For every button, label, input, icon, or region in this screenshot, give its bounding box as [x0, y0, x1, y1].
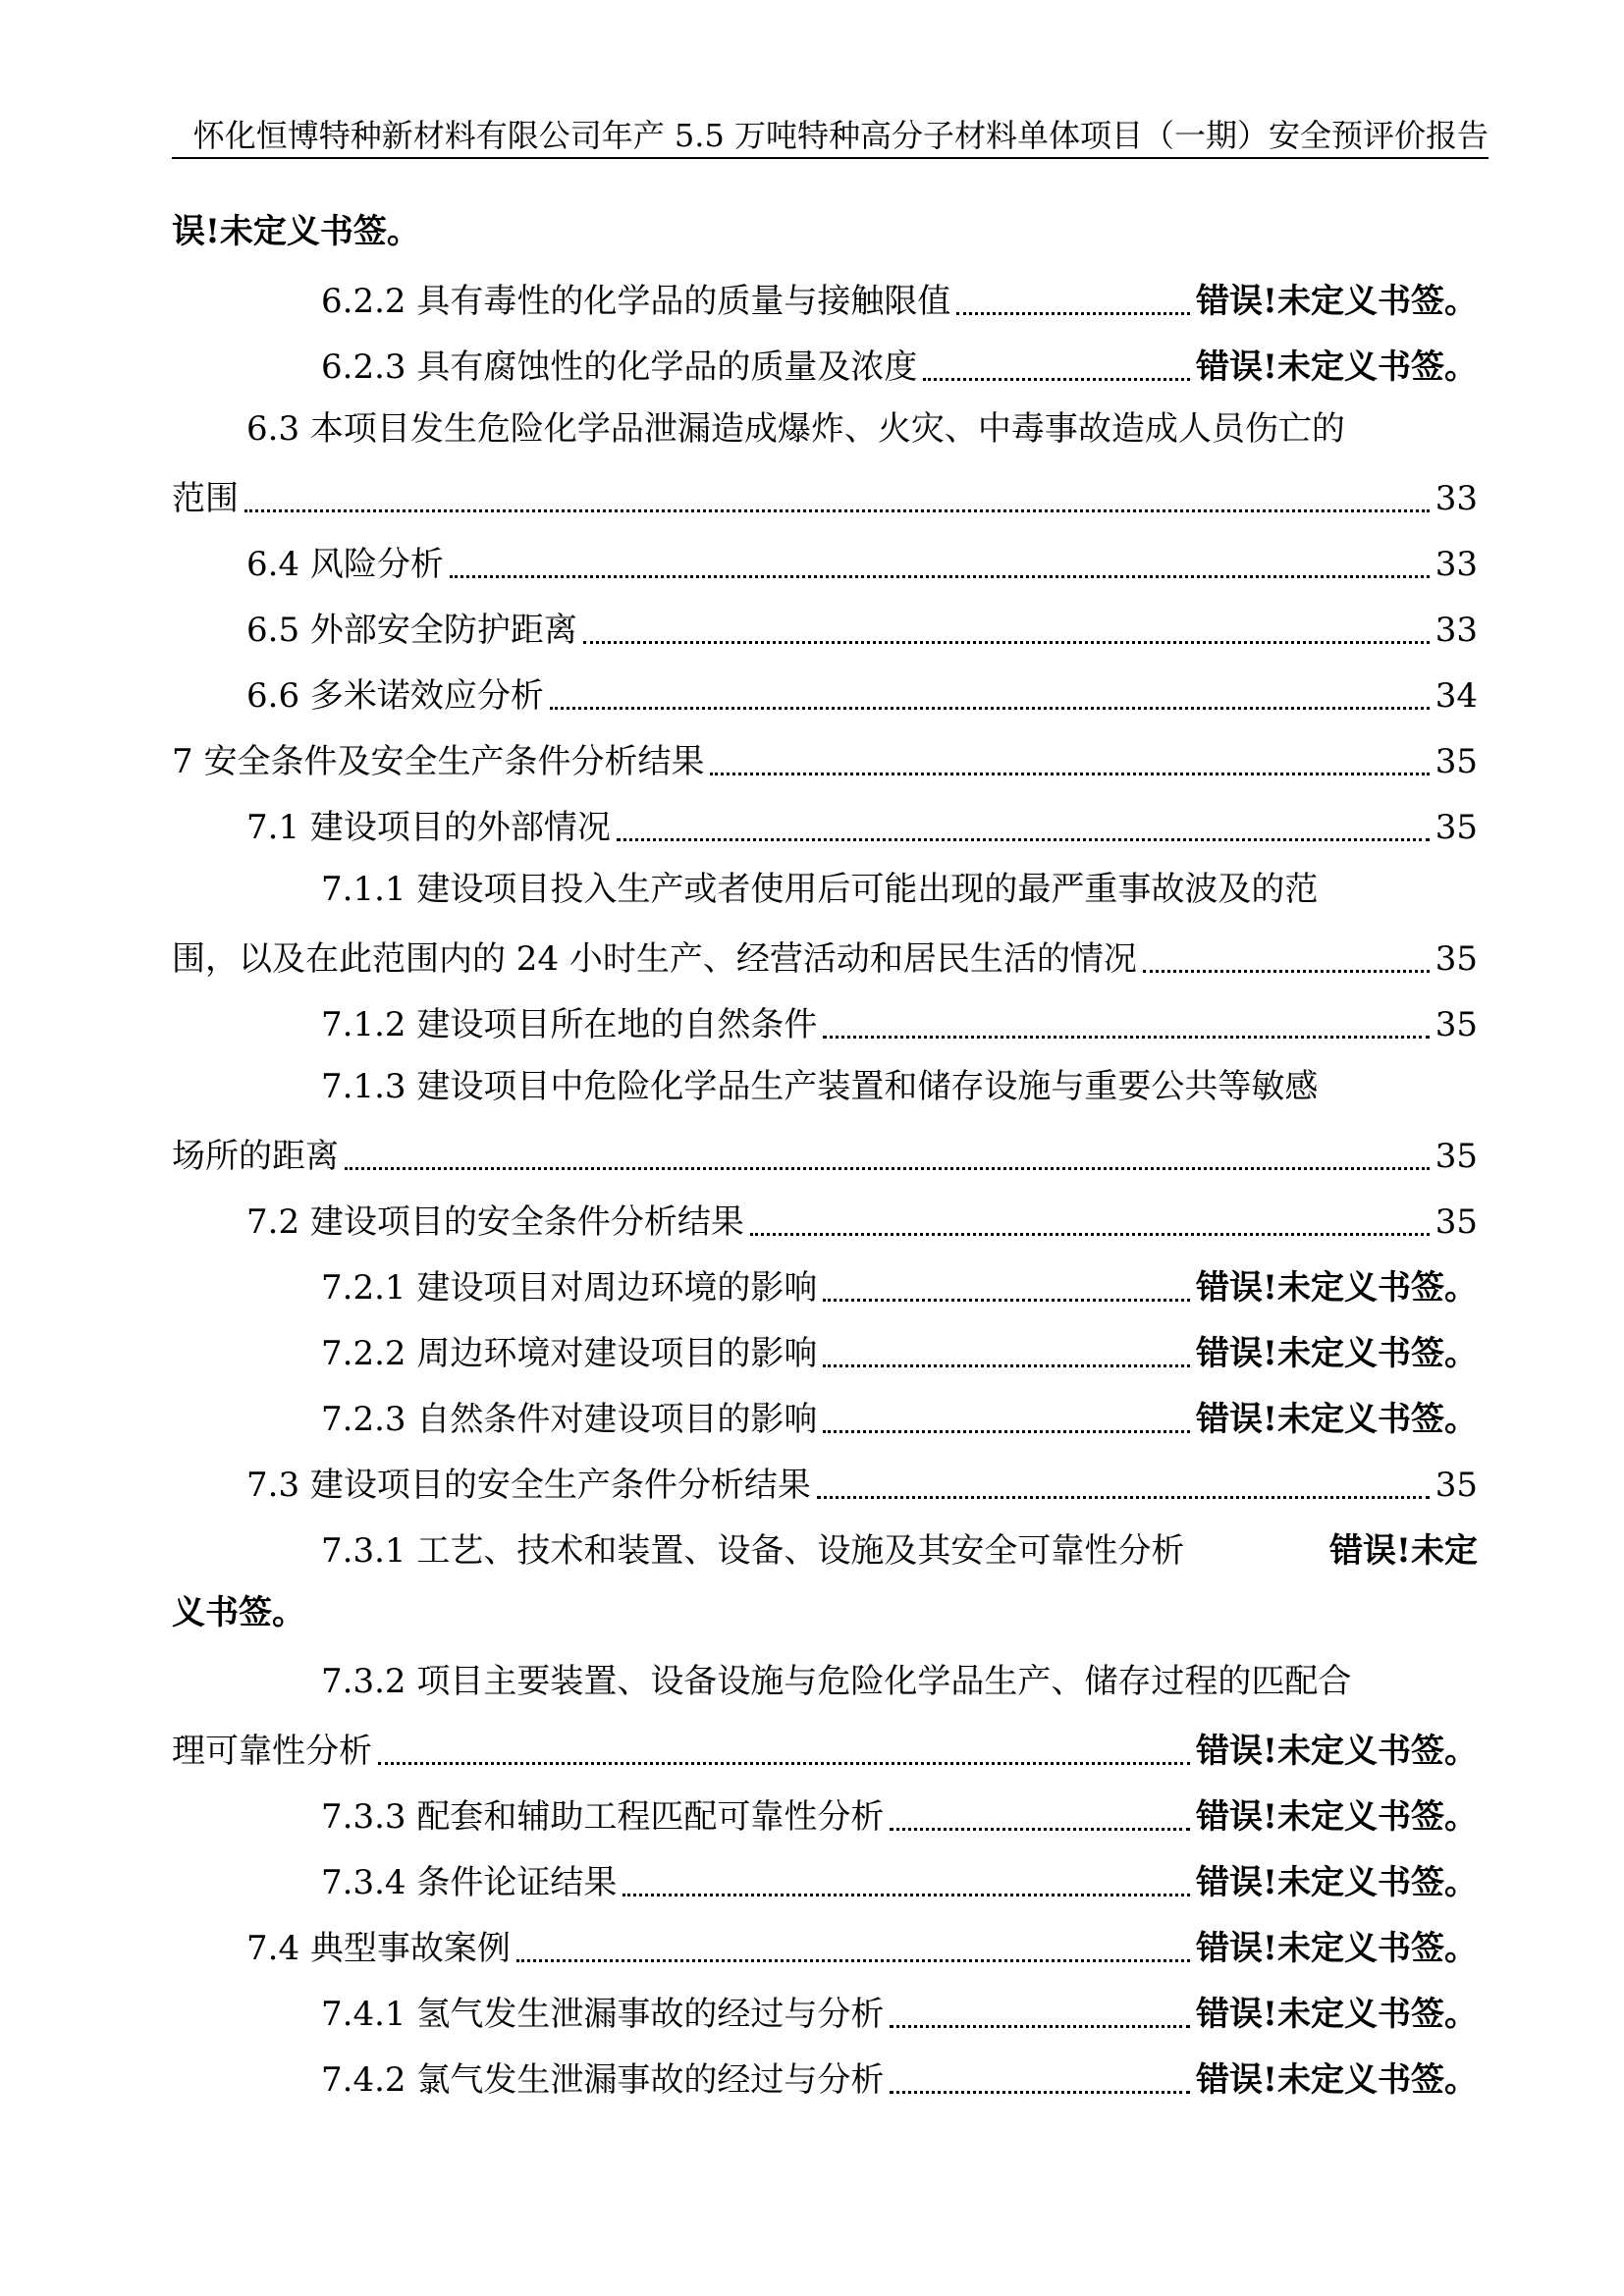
dot-leader: [450, 575, 1430, 578]
toc-entry-title: 6.2.3 具有腐蚀性的化学品的质量及浓度: [321, 347, 918, 387]
toc-entry-title: 7.2.2 周边环境对建设项目的影响: [321, 1334, 818, 1373]
dot-leader: [750, 1233, 1430, 1236]
toc-entry-title: 7.1.1 建设项目投入生产或者使用后可能出现的最严重事故波及的范: [321, 870, 1319, 909]
dot-leader: [890, 2025, 1190, 2028]
dot-leader: [583, 641, 1430, 644]
page-number: 35: [1435, 1005, 1478, 1044]
dot-leader: [345, 1167, 1430, 1170]
dot-leader: [890, 2091, 1190, 2094]
dot-leader: [710, 773, 1429, 775]
toc-entry-title: 7.2.3 自然条件对建设项目的影响: [321, 1400, 818, 1439]
page-number: 35: [1435, 1137, 1478, 1176]
bookmark-error: 错误!未定义书签。: [1196, 1334, 1478, 1373]
bookmark-error: 误!未定义书签。: [172, 212, 420, 251]
toc-entry-title: 场所的距离: [172, 1137, 339, 1176]
toc-entry-7-3-4[interactable]: [321, 1853, 1478, 1908]
dot-leader: [550, 707, 1430, 710]
page-number: 35: [1435, 1202, 1478, 1242]
dot-leader: [516, 1959, 1190, 1962]
dot-leader: [890, 1828, 1190, 1831]
toc-entry-title: 7.3.2 项目主要装置、设备设施与危险化学品生产、储存过程的匹配合: [321, 1662, 1352, 1701]
toc-entry-6-3-continued[interactable]: [172, 469, 1478, 524]
toc-entry-7-2-3[interactable]: [321, 1390, 1478, 1445]
toc-entry-7-3-2[interactable]: [321, 1656, 1478, 1711]
bookmark-error: 错误!未定: [1329, 1531, 1478, 1571]
toc-entry-title: 理可靠性分析: [172, 1732, 372, 1771]
page-number: 35: [1435, 742, 1478, 781]
toc-entry-7-2-2[interactable]: [321, 1324, 1478, 1379]
toc-entry-title: 7.1.2 建设项目所在地的自然条件: [321, 1005, 818, 1044]
bookmark-error: 错误!未定义书签。: [1196, 1995, 1478, 2034]
dot-leader: [617, 838, 1430, 841]
toc-entry-7[interactable]: [172, 732, 1478, 787]
bookmark-error: 错误!未定义书签。: [1196, 1268, 1478, 1308]
toc-entry-7-2[interactable]: [246, 1193, 1478, 1248]
toc-entry-7-4-2[interactable]: [321, 2051, 1478, 2106]
toc-entry-title: 7.2 建设项目的安全条件分析结果: [246, 1202, 744, 1242]
dot-leader: [956, 312, 1190, 315]
toc-entry-7-4[interactable]: [246, 1919, 1478, 1974]
toc-entry-7-3-1-continued[interactable]: [172, 1587, 1478, 1642]
bookmark-error: 错误!未定义书签。: [1196, 1732, 1478, 1771]
toc-entry-title: 7.3.1 工艺、技术和装置、设备、设施及其安全可靠性分析: [321, 1531, 1185, 1571]
running-header: 怀化恒博特种新材料有限公司年产 5.5 万吨特种高分子材料单体项目（一期）安全预评价报告: [192, 117, 1489, 154]
bookmark-error: 错误!未定义书签。: [1196, 1863, 1478, 1902]
toc-entry-title: 7 安全条件及安全生产条件分析结果: [172, 742, 705, 781]
page-number: 35: [1435, 939, 1478, 979]
bookmark-error: 错误!未定义书签。: [1196, 282, 1478, 321]
page-number: 35: [1435, 1466, 1478, 1505]
toc-continuation: [172, 206, 1478, 261]
toc-entry-7-1-2[interactable]: [321, 995, 1478, 1050]
toc-entry-6-4[interactable]: [246, 535, 1478, 590]
toc-entry-title: 7.3 建设项目的安全生产条件分析结果: [246, 1466, 811, 1505]
toc-entry-7-1-3-continued[interactable]: [172, 1127, 1478, 1182]
toc-entry-6-6[interactable]: [246, 667, 1478, 721]
toc-entry-title: 7.2.1 建设项目对周边环境的影响: [321, 1268, 818, 1308]
dot-leader: [244, 509, 1430, 512]
bookmark-error: 错误!未定义书签。: [1196, 1797, 1478, 1837]
toc-entry-title: 围，以及在此范围内的 24 小时生产、经营活动和居民生活的情况: [172, 939, 1137, 979]
dot-leader: [823, 1299, 1190, 1302]
toc-entry-7-1-1[interactable]: [321, 864, 1478, 919]
page-number: 33: [1435, 611, 1478, 650]
toc-entry-title: 6.5 外部安全防护距离: [246, 611, 577, 650]
toc-entry-title: 7.4.2 氯气发生泄漏事故的经过与分析: [321, 2060, 885, 2100]
toc-entry-title: 7.4 典型事故案例: [246, 1929, 511, 1968]
page-number: 33: [1435, 545, 1478, 584]
dot-leader: [923, 378, 1190, 381]
toc-entry-6-2-2[interactable]: [321, 272, 1478, 327]
toc-entry-6-5[interactable]: [246, 601, 1478, 656]
dot-leader: [623, 1894, 1190, 1896]
toc-entry-title: 7.1 建设项目的外部情况: [246, 808, 611, 847]
toc-entry-title: 6.2.2 具有毒性的化学品的质量与接触限值: [321, 282, 951, 321]
toc-entry-6-3[interactable]: [246, 403, 1478, 458]
toc-entry-7-3-2-continued[interactable]: [172, 1722, 1478, 1777]
toc-entry-6-2-3[interactable]: [321, 338, 1478, 393]
toc-entry-title: 7.1.3 建设项目中危险化学品生产装置和储存设施与重要公共等敏感: [321, 1067, 1319, 1106]
toc-entry-7-1[interactable]: [246, 798, 1478, 853]
dot-leader: [823, 1364, 1190, 1367]
dot-leader: [817, 1496, 1430, 1499]
toc-entry-title: 6.6 多米诺效应分析: [246, 676, 544, 716]
bookmark-error: 错误!未定义书签。: [1196, 1400, 1478, 1439]
toc-entry-7-1-3[interactable]: [321, 1061, 1478, 1116]
page-number: 33: [1435, 479, 1478, 518]
bookmark-error: 错误!未定义书签。: [1196, 2060, 1478, 2100]
dot-leader: [823, 1036, 1429, 1039]
toc-entry-7-3-1[interactable]: [321, 1522, 1478, 1576]
toc-entry-title: 7.4.1 氢气发生泄漏事故的经过与分析: [321, 1995, 885, 2034]
page-number: 34: [1435, 676, 1478, 716]
bookmark-error: 错误!未定义书签。: [1196, 1929, 1478, 1968]
bookmark-error: 义书签。: [172, 1593, 305, 1632]
toc-entry-title: 7.3.4 条件论证结果: [321, 1863, 618, 1902]
header-divider: [172, 157, 1489, 159]
toc-entry-title: 6.3 本项目发生危险化学品泄漏造成爆炸、火灾、中毒事故造成人员伤亡的: [246, 409, 1345, 449]
toc-entry-7-3[interactable]: [246, 1456, 1478, 1511]
toc-entry-title: 6.4 风险分析: [246, 545, 444, 584]
bookmark-error: 错误!未定义书签。: [1196, 347, 1478, 387]
toc-entry-7-2-1[interactable]: [321, 1258, 1478, 1313]
toc-entry-title: 范围: [172, 479, 239, 518]
toc-entry-7-1-1-continued[interactable]: [172, 930, 1478, 985]
toc-entry-title: 7.3.3 配套和辅助工程匹配可靠性分析: [321, 1797, 885, 1837]
dot-leader: [378, 1762, 1190, 1765]
dot-leader: [823, 1430, 1190, 1433]
toc-entry-7-4-1[interactable]: [321, 1985, 1478, 2040]
page-number: 35: [1435, 808, 1478, 847]
toc-entry-7-3-3[interactable]: [321, 1788, 1478, 1842]
dot-leader: [1143, 970, 1430, 973]
